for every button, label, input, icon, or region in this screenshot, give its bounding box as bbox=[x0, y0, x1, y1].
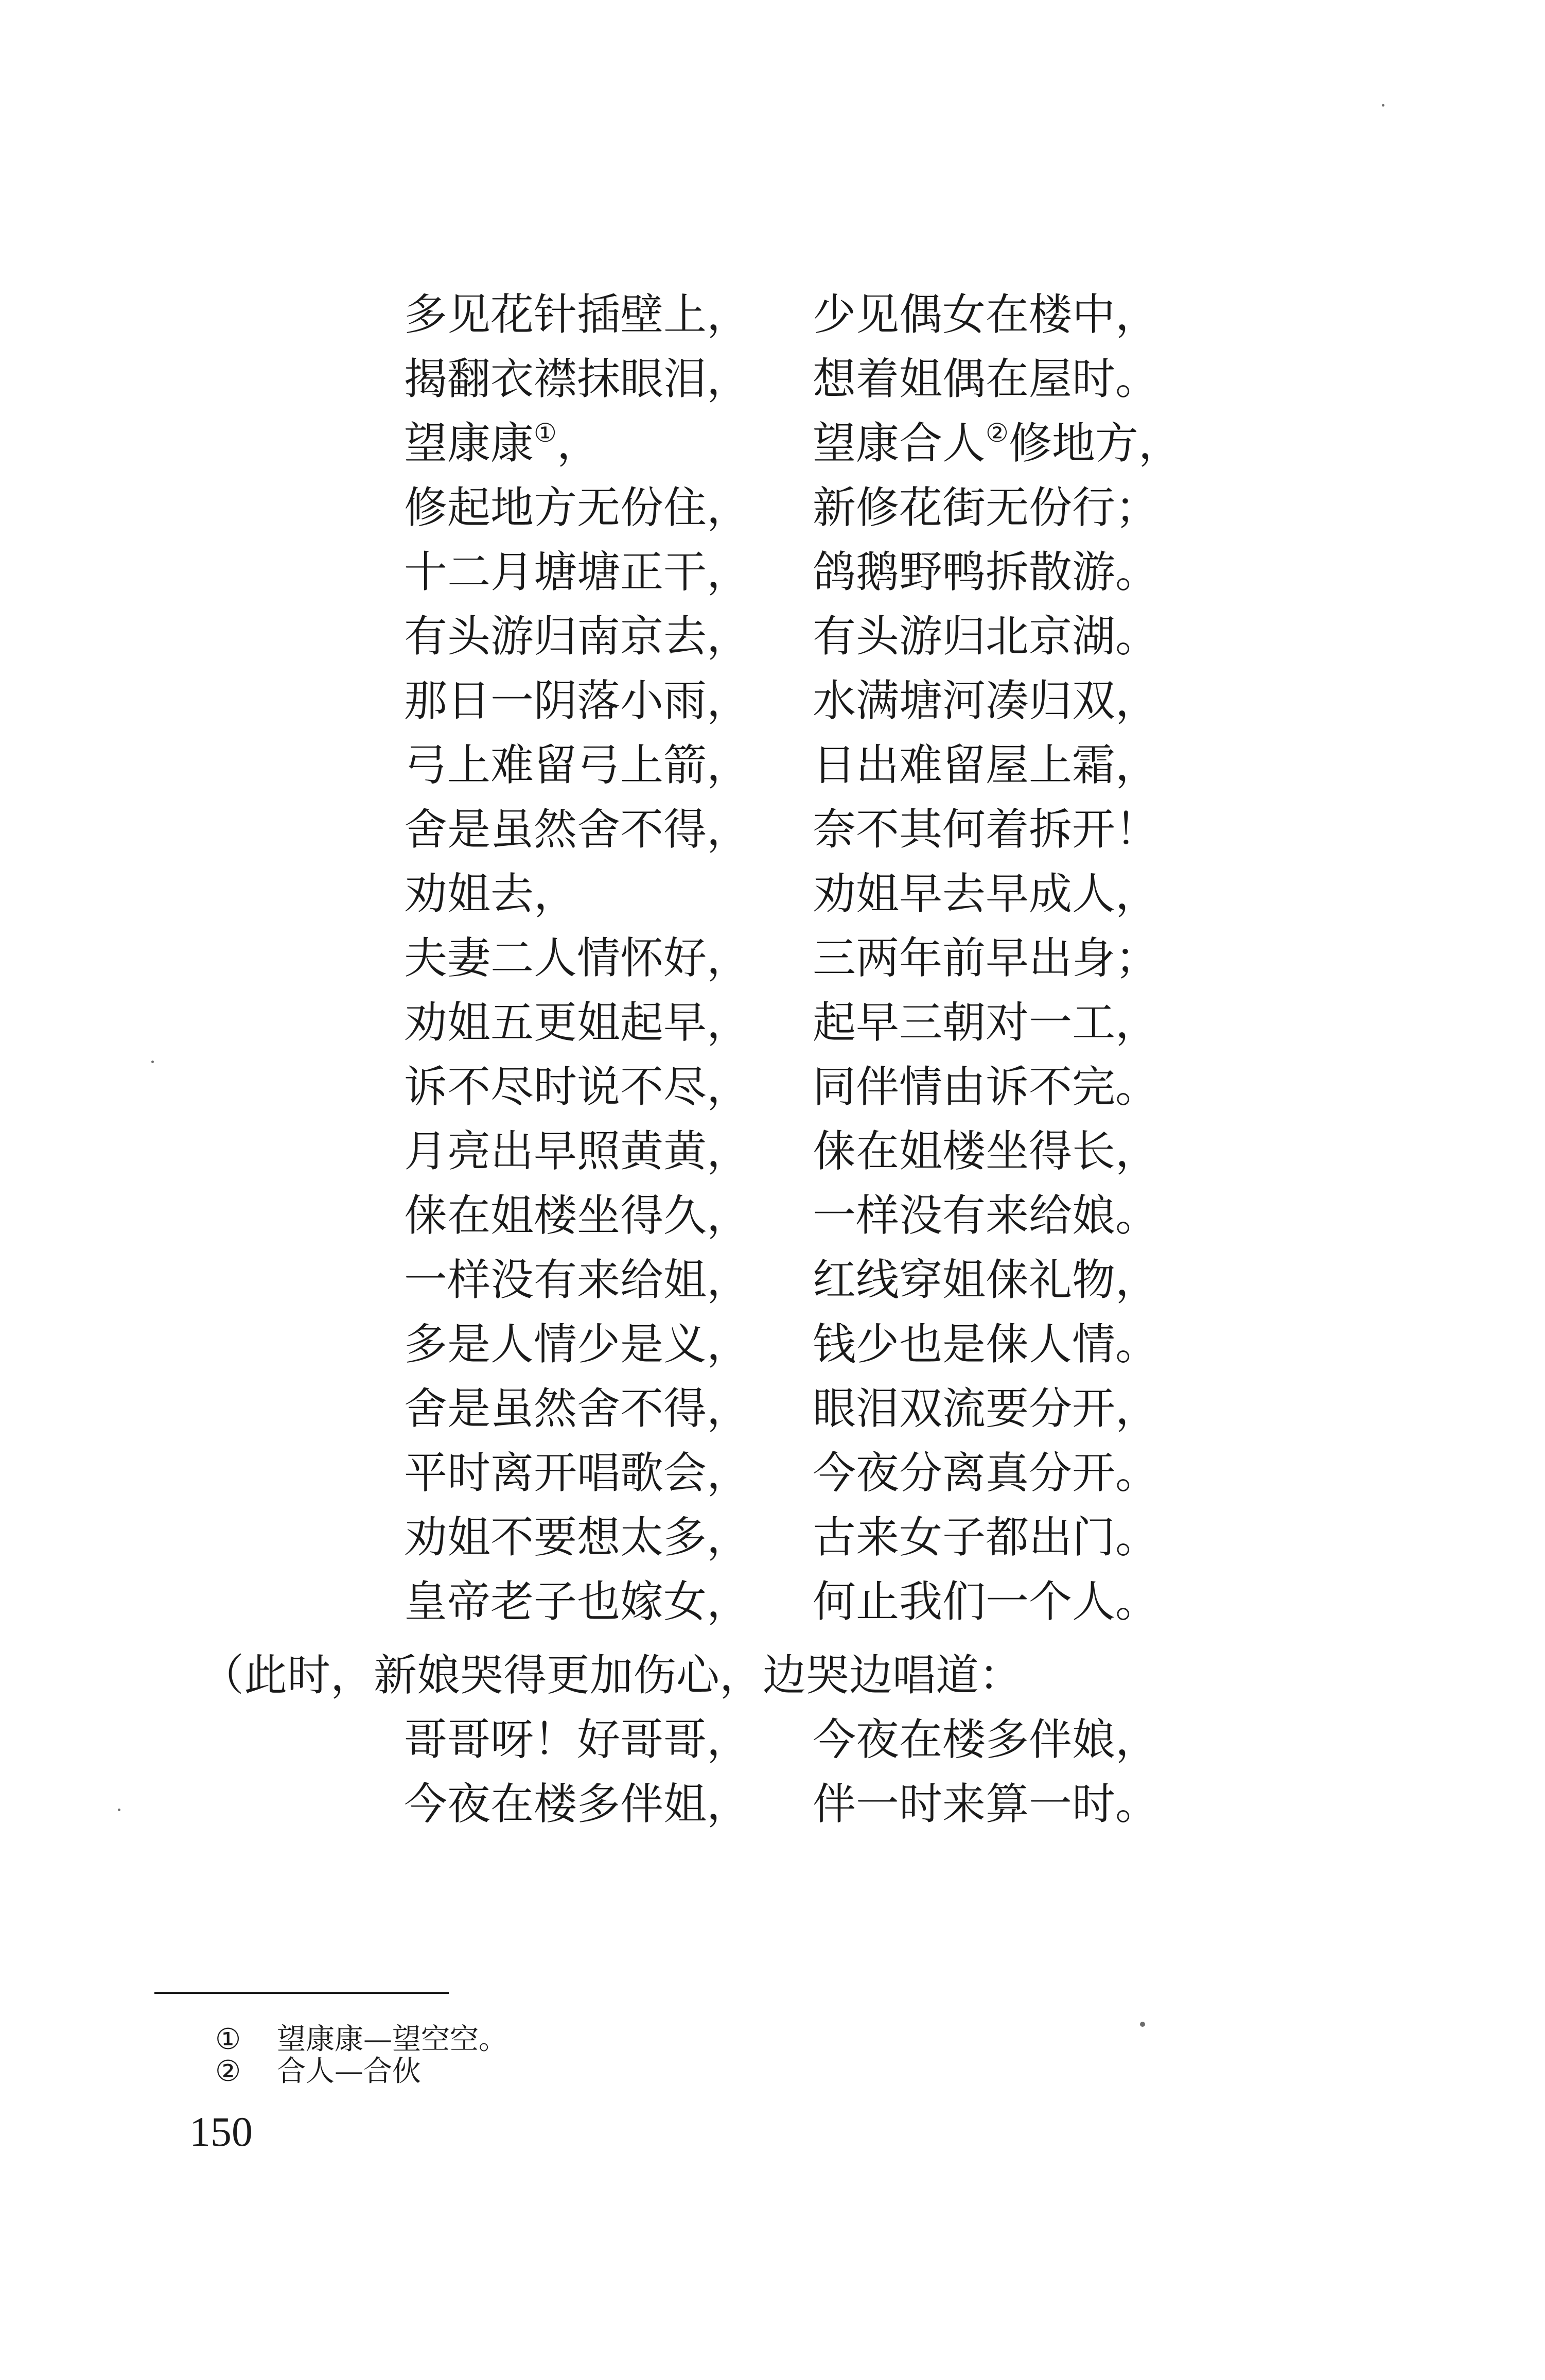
footnote-text: 望康康—望空空。 bbox=[277, 2023, 507, 2056]
verse-right-line: 伴一时来算一时。 bbox=[813, 1779, 1159, 1829]
verse-left-line: 劝姐五更姐起早， bbox=[404, 997, 750, 1048]
verse-row bbox=[404, 1184, 1199, 1248]
verse-right-line: 何止我们一个人。 bbox=[813, 1576, 1159, 1627]
verse-right-line: 今夜在楼多伴娘， bbox=[813, 1714, 1159, 1765]
verse-block-bottom bbox=[404, 1708, 1199, 1836]
verse-text: 望康合人 bbox=[813, 418, 986, 468]
scan-speck bbox=[1382, 104, 1384, 107]
verse-left-line: 夫妻二人情怀好， bbox=[404, 933, 750, 983]
verse-row bbox=[404, 1248, 1199, 1312]
verse-row bbox=[404, 476, 1199, 540]
verse-row bbox=[404, 1441, 1199, 1505]
footnote-text: 合人—合伙 bbox=[277, 2055, 421, 2088]
verse-row bbox=[404, 283, 1199, 347]
verse-left-line: 一样没有来给姐， bbox=[404, 1255, 750, 1305]
footnote-reference-1: ① bbox=[534, 418, 557, 448]
verse-row bbox=[404, 862, 1199, 926]
verse-row bbox=[404, 1505, 1199, 1570]
verse-right-line: 鸽鹅野鸭拆散游。 bbox=[813, 547, 1159, 597]
verse-left-line: 十二月塘塘正干， bbox=[404, 547, 750, 597]
verse-left-line: 那日一阴落小雨， bbox=[404, 675, 750, 726]
footnote-separator bbox=[154, 1992, 449, 1994]
verse-right-line: 一样没有来给娘。 bbox=[813, 1190, 1159, 1241]
verse-right-line: 古来女子都出门。 bbox=[813, 1512, 1159, 1562]
verse-left-line: 劝姐去， bbox=[404, 868, 577, 919]
verse-row bbox=[404, 1119, 1199, 1184]
verse-row bbox=[404, 1708, 1199, 1772]
verse-right-line: 日出难留屋上霜， bbox=[813, 740, 1159, 790]
verse-right-line: 劝姐早去早成人， bbox=[813, 868, 1159, 919]
footnote-mark: ① bbox=[215, 2023, 241, 2056]
footnote-1 bbox=[215, 2024, 507, 2056]
verse-right-line bbox=[813, 411, 1182, 476]
scan-speck bbox=[151, 1061, 154, 1063]
verse-row bbox=[404, 347, 1199, 411]
verse-row bbox=[404, 991, 1199, 1055]
verse-left-line: 多见花针插壁上， bbox=[404, 289, 750, 340]
verse-punctuation: ， bbox=[556, 418, 600, 468]
verse-right-line: 同伴情由诉不完。 bbox=[813, 1062, 1159, 1112]
verse-left-line: 弓上难留弓上箭， bbox=[404, 740, 750, 790]
verse-left-line: 今夜在楼多伴姐， bbox=[404, 1779, 750, 1829]
verse-row bbox=[404, 669, 1199, 733]
verse-left-line: 皇帝老子也嫁女， bbox=[404, 1576, 750, 1627]
stage-direction: （此时，新娘哭得更加伤心，边哭边唱道： bbox=[201, 1650, 1023, 1700]
verse-row bbox=[404, 1570, 1199, 1634]
verse-row bbox=[404, 1377, 1199, 1441]
verse-right-line: 红线穿姐俫礼物， bbox=[813, 1255, 1159, 1305]
verse-row bbox=[404, 733, 1199, 797]
footnote-2 bbox=[215, 2056, 507, 2088]
verse-right-line: 俫在姐楼坐得长， bbox=[813, 1126, 1159, 1176]
verse-row bbox=[404, 1055, 1199, 1119]
verse-row bbox=[404, 540, 1199, 604]
verse-row bbox=[404, 411, 1199, 476]
verse-left-line: 多是人情少是义， bbox=[404, 1319, 750, 1369]
verse-left-line: 有头游归南京去， bbox=[404, 611, 750, 662]
verse-block-top bbox=[404, 283, 1199, 1634]
verse-left-line bbox=[404, 411, 600, 476]
verse-left-line: 诉不尽时说不尽， bbox=[404, 1062, 750, 1112]
verse-row bbox=[404, 926, 1199, 991]
verse-right-line: 钱少也是俫人情。 bbox=[813, 1319, 1159, 1369]
footnote-mark: ② bbox=[215, 2055, 241, 2088]
verse-right-line: 有头游归北京湖。 bbox=[813, 611, 1159, 662]
verse-left-line: 舍是虽然舍不得， bbox=[404, 804, 750, 855]
verse-right-line: 奈不其何着拆开！ bbox=[813, 804, 1159, 855]
verse-left-line: 俫在姐楼坐得久， bbox=[404, 1190, 750, 1241]
footnotes bbox=[215, 2024, 507, 2088]
verse-right-line: 水满塘河凑归双， bbox=[813, 675, 1159, 726]
verse-row bbox=[404, 797, 1199, 862]
verse-row bbox=[404, 1312, 1199, 1377]
verse-right-line: 想着姐偶在屋时。 bbox=[813, 354, 1159, 404]
verse-left-line: 揭翻衣襟抹眼泪， bbox=[404, 354, 750, 404]
page-number: 150 bbox=[189, 2108, 253, 2155]
verse-right-line: 今夜分离真分开。 bbox=[813, 1448, 1159, 1498]
verse-left-line: 修起地方无份住， bbox=[404, 482, 750, 533]
verse-right-line: 眼泪双流要分开， bbox=[813, 1383, 1159, 1434]
verse-left-line: 月亮出早照黄黄， bbox=[404, 1126, 750, 1176]
verse-row bbox=[404, 1772, 1199, 1836]
verse-right-line: 起早三朝对一工， bbox=[813, 997, 1159, 1048]
verse-text: 望康康 bbox=[404, 418, 534, 468]
verse-left-line: 劝姐不要想太多， bbox=[404, 1512, 750, 1562]
footnote-reference-2: ② bbox=[986, 418, 1009, 448]
scan-speck bbox=[118, 1809, 120, 1811]
verse-row bbox=[404, 604, 1199, 669]
scan-speck bbox=[1140, 2022, 1145, 2027]
verse-right-line: 三两年前早出身； bbox=[813, 933, 1159, 983]
verse-left-line: 舍是虽然舍不得， bbox=[404, 1383, 750, 1434]
verse-right-line: 新修花街无份行； bbox=[813, 482, 1159, 533]
verse-text-continued: 修地方， bbox=[1008, 418, 1182, 468]
verse-left-line: 平时离开唱歌会， bbox=[404, 1448, 750, 1498]
verse-left-line: 哥哥呀！好哥哥， bbox=[404, 1714, 750, 1765]
verse-right-line: 少见偶女在楼中， bbox=[813, 289, 1159, 340]
